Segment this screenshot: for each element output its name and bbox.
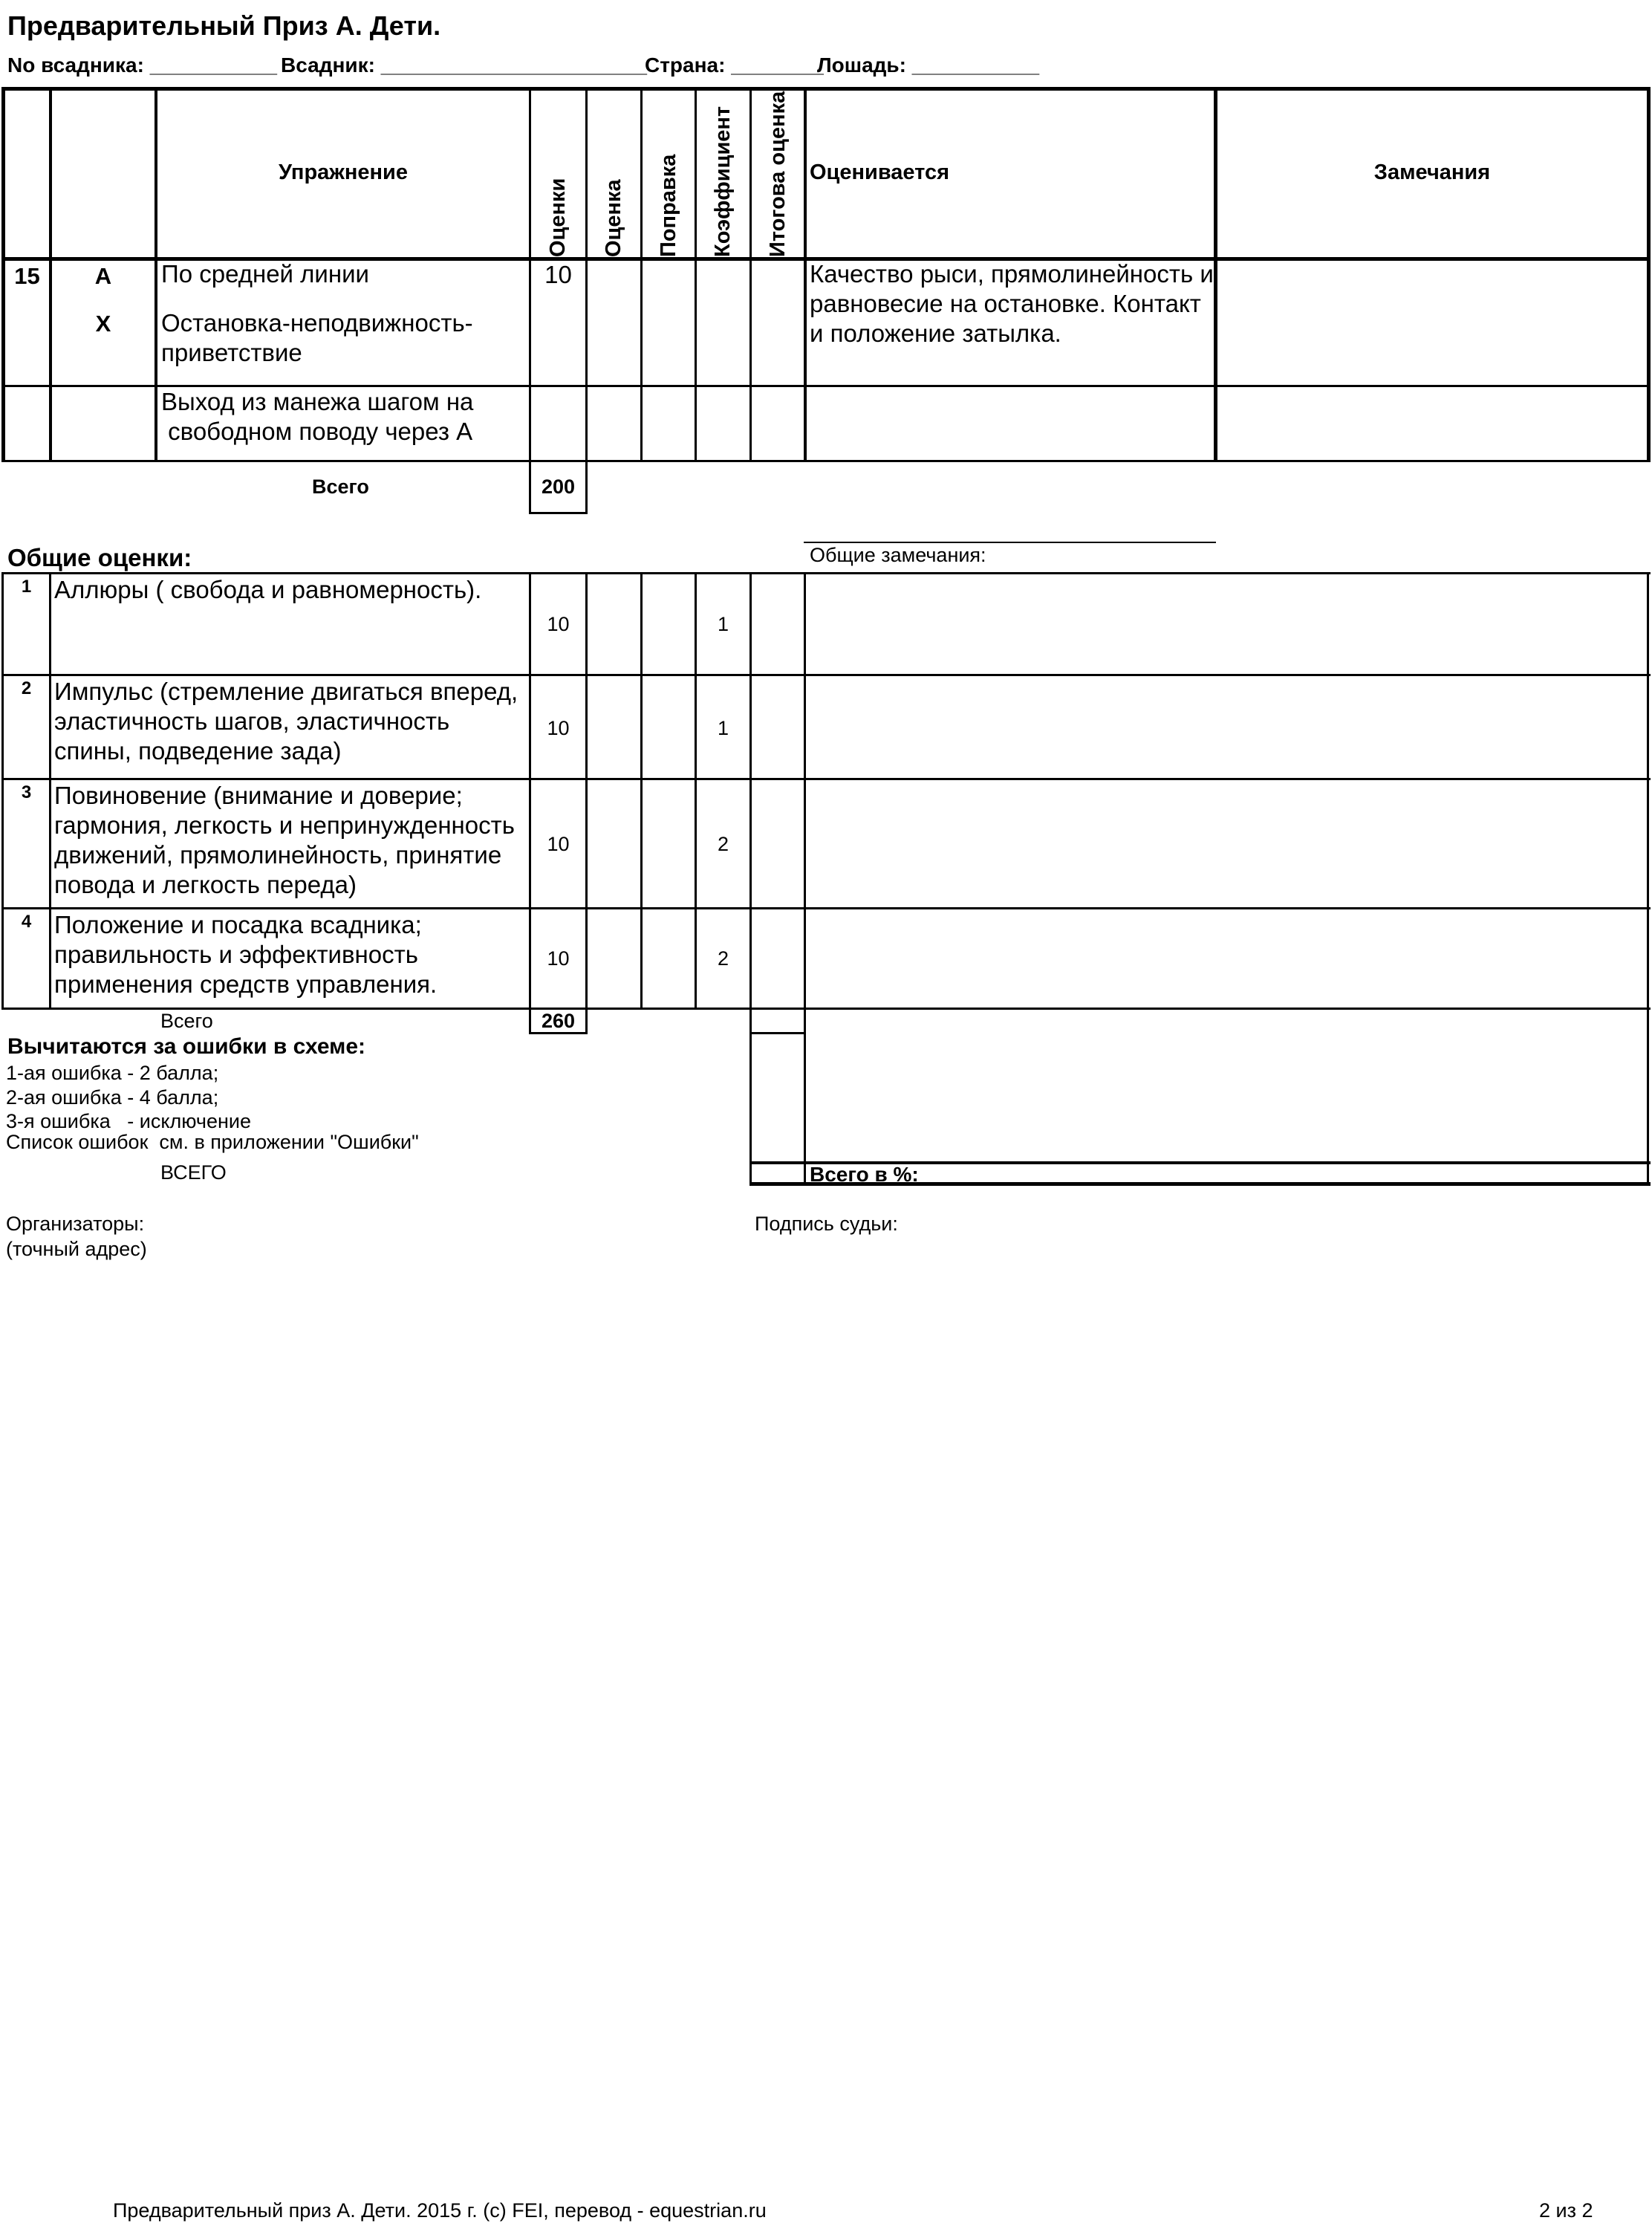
coefficient: 1 (717, 717, 729, 739)
deduction-rule: 1-ая ошибка - 2 балла; (6, 1062, 219, 1084)
grand-total-label: ВСЕГО (160, 1161, 227, 1184)
max-mark: 10 (547, 833, 570, 855)
criteria-text: равновесие на остановке. Контакт (810, 290, 1201, 317)
organizers-address: (точный адрес) (6, 1238, 147, 1260)
collective-description: применения средств управления. (54, 970, 438, 998)
horse-field[interactable]: Лошадь: ___________ (817, 53, 1040, 77)
header-mark: Оценка (602, 179, 625, 257)
collective-description: повода и легкость переда) (54, 871, 357, 898)
deduction-rule: 3-я ошибка - исключение (6, 1110, 251, 1132)
header-final-mark: Итогова оценка (766, 91, 790, 257)
general-remarks-input[interactable] (806, 574, 1647, 1008)
country-field[interactable]: Страна: ________ (645, 53, 824, 77)
footer-text: Предварительный приз А. Дети. 2015 г. (c) FEI, перевод - equestrian.ru (113, 2199, 767, 2222)
percent-total-label: Всего в %: (810, 1163, 919, 1186)
header-coefficient: Коэффициент (711, 106, 735, 257)
movement-letter: A (94, 263, 112, 289)
remarks-input[interactable] (1217, 261, 1647, 385)
criteria-text: Качество рыси, прямолинейность и (810, 260, 1214, 288)
movement-description: приветствие (161, 339, 302, 366)
judge-signature-label: Подпись судьи: (755, 1213, 898, 1235)
collective-description: Положение и посадка всадника; (54, 911, 422, 938)
movement-description: Выход из манежа шагом на (161, 388, 474, 415)
coefficient: 1 (717, 613, 729, 635)
subtotal-label: Всего (160, 1010, 213, 1032)
collective-number: 3 (21, 782, 32, 802)
max-mark: 10 (547, 717, 570, 739)
max-mark: 10 (547, 613, 570, 635)
page-number: 2 из 2 (1539, 2199, 1593, 2222)
general-remarks-label: Общие замечания: (810, 544, 986, 566)
rider-field[interactable]: Всадник: _______________________ (281, 53, 647, 77)
subtotal-value: 200 (541, 476, 576, 498)
collective-description: Аллюры ( свобода и равномерность). (54, 576, 482, 603)
max-mark: 10 (547, 947, 570, 970)
movement-description: Остановка-неподвижность- (161, 309, 473, 337)
mark-input[interactable] (588, 261, 640, 385)
header-remarks: Замечания (1373, 160, 1491, 184)
collective-heading: Общие оценки: (7, 544, 192, 571)
header-correction: Поправка (657, 154, 680, 257)
movement-letter: X (95, 311, 111, 337)
deduction-rule: Список ошибок см. в приложении "Ошибки" (6, 1131, 419, 1153)
collective-number: 1 (21, 577, 32, 597)
page-title: Предварительный Приз А. Дети. (7, 10, 441, 41)
collective-description: спины, подведение зада) (54, 737, 342, 765)
coefficient: 2 (717, 833, 729, 855)
subtotal-value: 260 (541, 1010, 576, 1032)
header-evaluated: Оценивается (810, 160, 950, 184)
header-exercise: Упражнение (279, 160, 408, 184)
movement-description: свободном поводу через А (161, 418, 473, 445)
organizers-label: Организаторы: (6, 1213, 145, 1235)
collective-description: Повиновение (внимание и доверие; (54, 782, 463, 809)
collective-description: движений, прямолинейность, принятие (54, 841, 502, 869)
collective-number: 4 (21, 912, 32, 932)
coefficient: 2 (717, 947, 729, 970)
deduction-rule: 2-ая ошибка - 4 балла; (6, 1086, 219, 1109)
header-marks: Оценки (546, 178, 570, 257)
collective-description: правильность и эффективность (54, 941, 418, 968)
max-mark: 10 (544, 261, 572, 288)
movement-description: По средней линии (161, 260, 369, 288)
collective-description: эластичность шагов, эластичность (54, 707, 450, 735)
collective-description: Импульс (стремление двигаться вперед, (54, 678, 518, 705)
collective-description: гармония, легкость и непринужденность (54, 811, 515, 839)
criteria-text: и положение затылка. (810, 319, 1061, 347)
movement-number: 15 (14, 263, 40, 289)
subtotal-label: Всего (312, 476, 369, 498)
collective-number: 2 (21, 678, 32, 698)
deductions-heading: Вычитаются за ошибки в схеме: (7, 1034, 366, 1059)
rider-number-field[interactable]: No всадника: ___________ (7, 53, 277, 77)
